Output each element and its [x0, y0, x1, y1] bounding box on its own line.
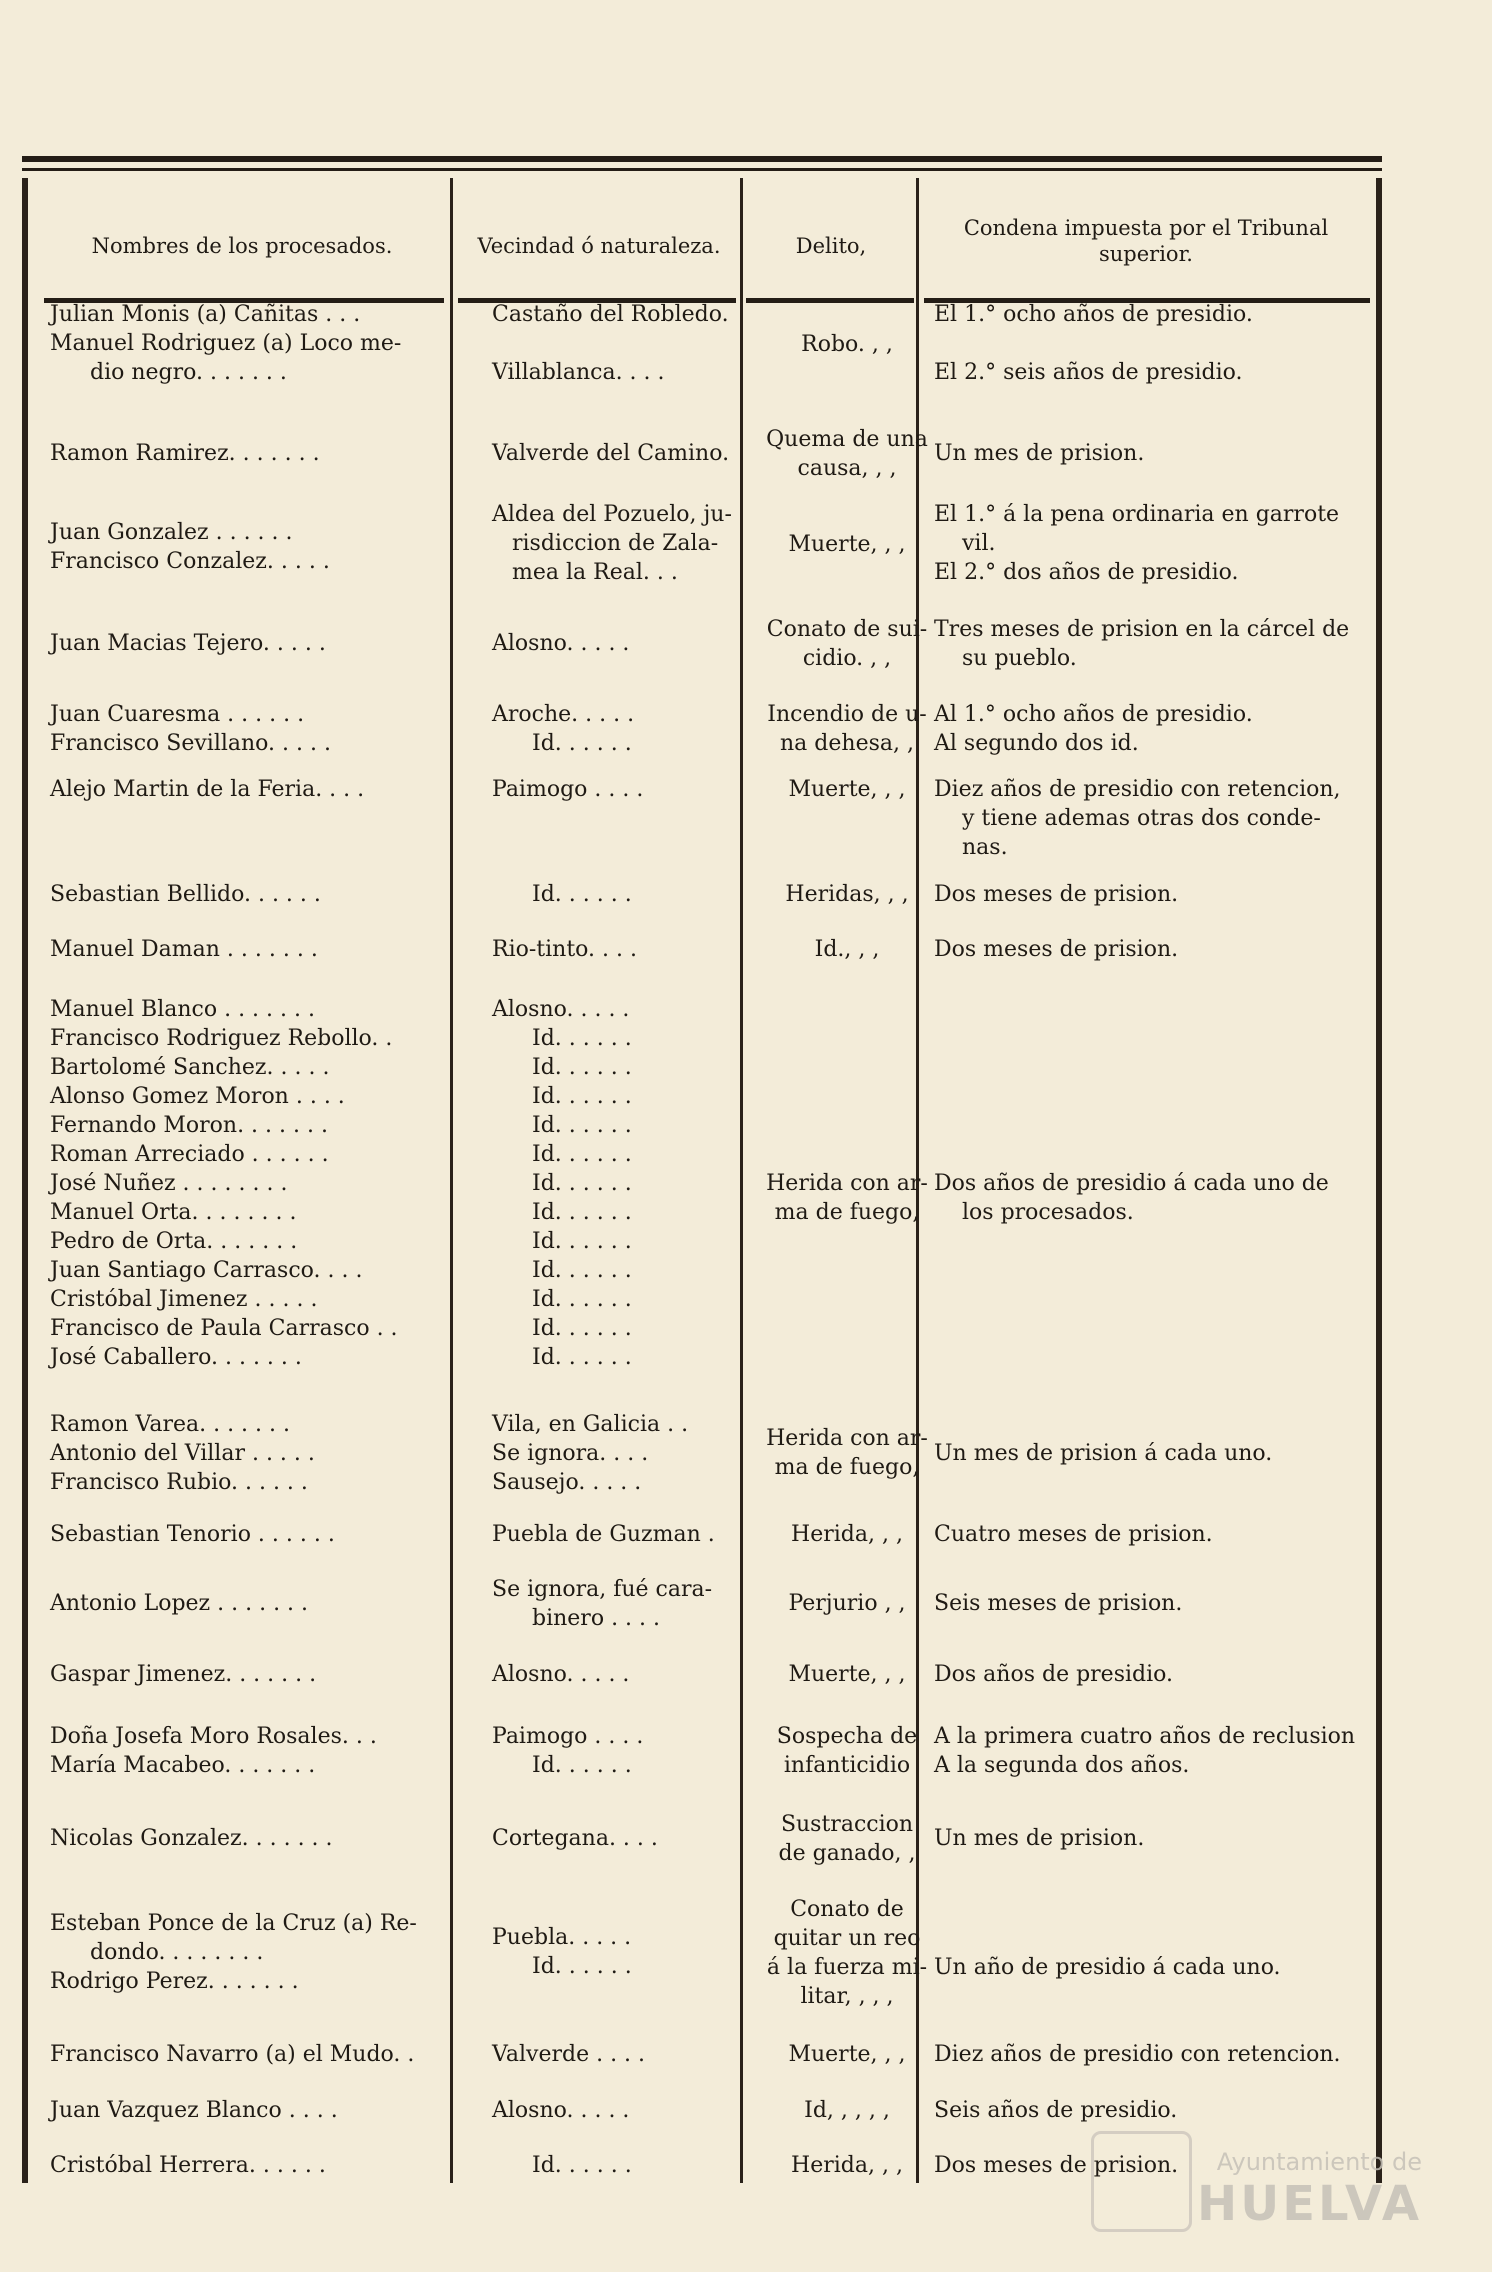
sentence-cell	[934, 1722, 1374, 1780]
name-text: Doña Josefa Moro Rosales. . .	[50, 1724, 377, 1749]
name-text: Roman Arreciado . . . . . .	[50, 1142, 329, 1167]
sentence-cell	[934, 1824, 1374, 1853]
residence-text: Vila, en Galicia . .	[492, 1412, 689, 1437]
residence-text	[492, 329, 762, 358]
sentence-cell	[934, 300, 1374, 387]
sentence-text: y tiene ademas otras dos conde-	[962, 806, 1321, 831]
crime-text: á la fuerza mi-	[766, 1955, 928, 1980]
name-text: Cristóbal Herrera. . . . . .	[50, 2153, 326, 2178]
sentence-text: Diez años de presidio con retencion,	[934, 777, 1341, 802]
residence-text: Alosno. . . . .	[492, 2098, 630, 2123]
sentence-cell	[934, 935, 1374, 964]
residence-text: Rio-tinto. . . .	[492, 937, 637, 962]
name-text: Cristóbal Jimenez . . . . .	[50, 1287, 318, 1312]
header-sentence: Condena impuesta por el Tribunal superior.	[963, 215, 1329, 266]
crime-text: Robo. , ,	[801, 332, 893, 357]
residence-text: Valverde del Camino.	[492, 441, 730, 466]
header-rule	[746, 298, 914, 303]
name-text: Ramon Varea. . . . . . .	[50, 1412, 291, 1437]
residence-text: Id. . . . . .	[532, 1171, 632, 1196]
name-text: Juan Vazquez Blanco . . . .	[50, 2098, 338, 2123]
crime-cell	[754, 615, 940, 673]
sentence-text: El 2.° dos años de presidio.	[934, 560, 1239, 585]
names-cell	[50, 2151, 450, 2180]
name-text: Fernando Moron. . . . . . .	[50, 1113, 328, 1138]
sentence-text: A la primera cuatro años de reclusion	[934, 1724, 1356, 1749]
sentence-cell	[934, 2040, 1374, 2069]
residence-text: Puebla de Guzman .	[492, 1522, 715, 1547]
sentence-text: Dos meses de prision.	[934, 937, 1179, 962]
name-text: Ramon Ramirez. . . . . . .	[50, 441, 320, 466]
name-text: dio negro. . . . . . .	[90, 360, 287, 385]
name-text: José Caballero. . . . . . .	[50, 1345, 302, 1370]
residence-cell	[492, 2096, 762, 2125]
name-text: Rodrigo Perez. . . . . . .	[50, 1969, 299, 1994]
residence-text: Id. . . . . .	[532, 1026, 632, 1051]
name-text: Manuel Blanco . . . . . . .	[50, 997, 315, 1022]
sentence-cell	[934, 2096, 1374, 2125]
name-text: Alejo Martin de la Feria. . . .	[50, 777, 365, 802]
name-text: Alonso Gomez Moron . . . .	[50, 1084, 345, 1109]
residence-text: Alosno. . . . .	[492, 1662, 630, 1687]
names-cell	[50, 2096, 450, 2125]
crime-cell	[754, 2040, 940, 2069]
sentence-text: Un mes de prision á cada uno.	[934, 1441, 1273, 1466]
names-cell	[50, 2040, 450, 2069]
residence-text: Id. . . . . .	[532, 2153, 632, 2178]
names-cell	[50, 880, 450, 909]
names-cell	[50, 1722, 450, 1780]
sentence-text: nas.	[962, 835, 1008, 860]
residence-text: Sausejo. . . . .	[492, 1470, 642, 1495]
header-names: Nombres de los procesados.	[91, 233, 393, 258]
sentence-cell	[934, 775, 1374, 862]
crime-cell	[754, 880, 940, 909]
name-text: Esteban Ponce de la Cruz (a) Re-	[50, 1911, 417, 1936]
residence-text: Puebla. . . . .	[492, 1925, 632, 1950]
crime-cell	[754, 1895, 940, 2011]
sentence-text: El 2.° seis años de presidio.	[934, 360, 1243, 385]
crime-text: Sustraccion	[780, 1812, 914, 1837]
residence-text: Id. . . . . .	[532, 731, 632, 756]
residence-text: Se ignora. . . .	[492, 1441, 649, 1466]
names-cell	[50, 700, 450, 758]
sentence-cell	[934, 615, 1374, 673]
sentence-cell	[934, 880, 1374, 909]
residence-text: Cortegana. . . .	[492, 1826, 658, 1851]
residence-text: Valverde . . . .	[492, 2042, 646, 2067]
sentence-text	[934, 329, 1374, 358]
sentence-text: Un mes de prision.	[934, 1826, 1145, 1851]
name-text: Juan Santiago Carrasco. . . .	[50, 1258, 363, 1283]
crime-cell	[754, 2096, 940, 2125]
crime-text: Muerte, , ,	[788, 532, 906, 557]
header-residence: Vecindad ó naturaleza.	[477, 233, 721, 258]
crime-text: Conato de	[790, 1897, 904, 1922]
names-cell	[50, 1660, 450, 1689]
sentence-text: A la segunda dos años.	[934, 1753, 1190, 1778]
sentence-text: Diez años de presidio con retencion.	[934, 2042, 1341, 2067]
header-crime: Delito,	[795, 233, 867, 258]
sentence-text: Cuatro meses de prision.	[934, 1522, 1213, 1547]
sentence-text: su pueblo.	[962, 646, 1077, 671]
crime-text: na dehesa, ,	[780, 731, 914, 756]
crime-text: cidio. , ,	[802, 646, 892, 671]
residence-text: Id. . . . . .	[532, 1345, 632, 1370]
crime-text: litar, , , ,	[800, 1984, 894, 2009]
names-cell	[50, 1520, 450, 1549]
sentence-cell	[934, 700, 1374, 758]
residence-cell	[492, 995, 762, 1372]
right-border	[1376, 178, 1382, 2183]
name-text: Antonio del Villar . . . . .	[50, 1441, 315, 1466]
crime-cell	[754, 530, 940, 559]
residence-text: Paimogo . . . .	[492, 777, 644, 802]
residence-cell	[492, 2040, 762, 2069]
crime-text: Heridas, , ,	[785, 882, 909, 907]
name-text: Francisco de Paula Carrasco . .	[50, 1316, 398, 1341]
names-cell	[50, 1824, 450, 1853]
sentence-text: los procesados.	[962, 1200, 1134, 1225]
names-cell	[50, 935, 450, 964]
crime-text: de ganado, ,	[778, 1841, 916, 1866]
name-text: Manuel Daman . . . . . . .	[50, 937, 318, 962]
crime-cell	[754, 935, 940, 964]
column-divider	[450, 178, 453, 2183]
name-text: Francisco Rodriguez Rebollo. .	[50, 1026, 393, 1051]
huelva-watermark	[1197, 2148, 1422, 2232]
name-text: Bartolomé Sanchez. . . . .	[50, 1055, 330, 1080]
crime-cell	[754, 1424, 940, 1482]
crime-text: quitar un reo	[773, 1926, 921, 1951]
crime-text: ma de fuego,	[774, 1455, 920, 1480]
name-text: Francisco Sevillano. . . . .	[50, 731, 331, 756]
residence-cell	[492, 1660, 762, 1689]
residence-cell	[492, 1520, 762, 1549]
crime-text: Incendio de u-	[767, 702, 927, 727]
name-text: Nicolas Gonzalez. . . . . . .	[50, 1826, 333, 1851]
crime-cell	[754, 425, 940, 483]
names-cell	[50, 300, 450, 387]
name-text: Juan Macias Tejero. . . . .	[50, 631, 326, 656]
residence-text: Id. . . . . .	[532, 1084, 632, 1109]
crime-cell	[754, 1722, 940, 1780]
sentence-text: Tres meses de prision en la cárcel de	[934, 617, 1350, 642]
residence-cell	[492, 1824, 762, 1853]
sentence-text: Seis meses de prision.	[934, 1591, 1183, 1616]
residence-text: Id. . . . . .	[532, 1142, 632, 1167]
name-text: Antonio Lopez . . . . . . .	[50, 1591, 309, 1616]
crime-text: Muerte, , ,	[788, 1662, 906, 1687]
residence-text: Id. . . . . .	[532, 1258, 632, 1283]
name-text: Manuel Rodriguez (a) Loco me-	[50, 331, 402, 356]
crime-text: Conato de sui-	[766, 617, 928, 642]
sentence-cell	[934, 1589, 1374, 1618]
crime-text: Sospecha de	[776, 1724, 918, 1749]
crime-cell	[754, 330, 940, 359]
name-text: Juan Cuaresma . . . . . .	[50, 702, 305, 727]
sentence-cell	[934, 439, 1374, 468]
sentence-text: vil.	[962, 531, 996, 556]
names-cell	[50, 439, 450, 468]
sentence-cell	[934, 1169, 1374, 1227]
crime-text: Id, , , , ,	[804, 2098, 890, 2123]
sentence-text: Dos años de presidio á cada uno de	[934, 1171, 1329, 1196]
residence-cell	[492, 439, 762, 468]
residence-text: Id. . . . . .	[532, 1200, 632, 1225]
table-sheet	[22, 150, 1382, 2185]
name-text: Francisco Navarro (a) el Mudo. .	[50, 2042, 415, 2067]
crime-text: Quema de una	[766, 427, 928, 452]
name-text: María Macabeo. . . . . . .	[50, 1753, 316, 1778]
residence-text: risdiccion de Zala-	[512, 531, 719, 556]
name-text: José Nuñez . . . . . . . .	[50, 1171, 288, 1196]
crime-cell	[754, 775, 940, 804]
sentence-text: Al segundo dos id.	[934, 731, 1139, 756]
sentence-cell	[934, 500, 1374, 587]
residence-text: Alosno. . . . .	[492, 997, 630, 1022]
crime-text: causa, , ,	[797, 456, 897, 481]
residence-text: Aroche. . . . .	[492, 702, 635, 727]
crime-text: infanticidio	[783, 1753, 911, 1778]
names-cell	[50, 629, 450, 658]
residence-text: Id. . . . . .	[532, 1113, 632, 1138]
crime-text: Muerte, , ,	[788, 2042, 906, 2067]
sentence-text: Un año de presidio á cada uno.	[934, 1955, 1281, 1980]
crime-text: Herida, , ,	[791, 2153, 903, 2178]
crime-text: Herida con ar-	[766, 1426, 928, 1451]
names-cell	[50, 1909, 450, 1996]
crime-cell	[754, 1660, 940, 1689]
residence-cell	[492, 775, 762, 804]
sentence-text: Seis años de presidio.	[934, 2098, 1178, 2123]
names-cell	[50, 775, 450, 804]
crime-text: Herida, , ,	[791, 1522, 903, 1547]
residence-text: Aldea del Pozuelo, ju-	[492, 502, 732, 527]
crime-text: Herida con ar-	[766, 1171, 928, 1196]
sentence-text: El 1.° ocho años de presidio.	[934, 302, 1253, 327]
residence-text: Id. . . . . .	[532, 1055, 632, 1080]
residence-cell	[492, 1575, 762, 1633]
sentence-text: Un mes de prision.	[934, 441, 1145, 466]
name-text: Manuel Orta. . . . . . . .	[50, 1200, 297, 1225]
residence-cell	[492, 935, 762, 964]
residence-cell	[492, 880, 762, 909]
crime-text: Id., , ,	[814, 937, 880, 962]
sentence-cell	[934, 1439, 1374, 1468]
residence-text: Id. . . . . .	[532, 1316, 632, 1341]
name-text: Francisco Rubio. . . . . .	[50, 1470, 308, 1495]
name-text: Pedro de Orta. . . . . . .	[50, 1229, 298, 1254]
residence-cell	[492, 1410, 762, 1497]
sentence-text: Dos meses de prision.	[934, 2153, 1179, 2178]
residence-text: Id. . . . . .	[532, 1753, 632, 1778]
names-cell	[50, 1589, 450, 1618]
residence-text: Se ignora, fué cara-	[492, 1577, 713, 1602]
residence-cell	[492, 700, 762, 758]
crime-text: Perjurio , ,	[788, 1591, 906, 1616]
crime-cell	[754, 1169, 940, 1227]
residence-text: Id. . . . . .	[532, 882, 632, 907]
residence-text: Paimogo . . . .	[492, 1724, 644, 1749]
crime-cell	[754, 1810, 940, 1868]
city-seal-logo	[1091, 2131, 1192, 2232]
residence-text: Alosno. . . . .	[492, 631, 630, 656]
name-text: Sebastian Bellido. . . . . .	[50, 882, 321, 907]
crime-cell	[754, 700, 940, 758]
residence-text: mea la Real. . .	[512, 560, 678, 585]
crime-cell	[754, 1520, 940, 1549]
crime-text: ma de fuego,	[774, 1200, 920, 1225]
name-text: Sebastian Tenorio . . . . . .	[50, 1522, 335, 1547]
names-cell	[50, 1410, 450, 1497]
residence-text: Id. . . . . .	[532, 1954, 632, 1979]
watermark-line1: Ayuntamiento de	[1216, 2148, 1422, 2176]
sentence-cell	[934, 1520, 1374, 1549]
name-text: Gaspar Jimenez. . . . . . .	[50, 1662, 317, 1687]
left-border	[22, 178, 28, 2183]
sentence-cell	[934, 1953, 1374, 1982]
sentence-text: El 1.° á la pena ordinaria en garrote	[934, 502, 1340, 527]
names-cell	[50, 995, 450, 1372]
sentence-cell	[934, 1660, 1374, 1689]
names-cell	[50, 518, 450, 576]
sentence-text: Dos meses de prision.	[934, 882, 1179, 907]
residence-text: Villablanca. . . .	[492, 360, 665, 385]
crime-cell	[754, 1589, 940, 1618]
watermark-line2: HUELVA	[1197, 2176, 1422, 2232]
crime-text: Muerte, , ,	[788, 777, 906, 802]
residence-cell	[492, 629, 762, 658]
residence-text: Castaño del Robledo.	[492, 302, 729, 327]
residence-cell	[492, 2151, 762, 2180]
name-text: Juan Gonzalez . . . . . .	[50, 520, 293, 545]
residence-text: binero . . . .	[532, 1606, 661, 1631]
name-text: Julian Monis (a) Cañitas . . .	[50, 302, 361, 327]
crime-cell	[754, 2151, 940, 2180]
sentence-text: Dos años de presidio.	[934, 1662, 1173, 1687]
sentence-text: Al 1.° ocho años de presidio.	[934, 702, 1253, 727]
name-text: dondo. . . . . . . .	[90, 1940, 264, 1965]
residence-text: Id. . . . . .	[532, 1287, 632, 1312]
residence-text: Id. . . . . .	[532, 1229, 632, 1254]
residence-cell	[492, 300, 762, 387]
name-text: Francisco Conzalez. . . . .	[50, 549, 330, 574]
residence-cell	[492, 1722, 762, 1780]
residence-cell	[492, 500, 762, 587]
residence-cell	[492, 1923, 762, 1981]
